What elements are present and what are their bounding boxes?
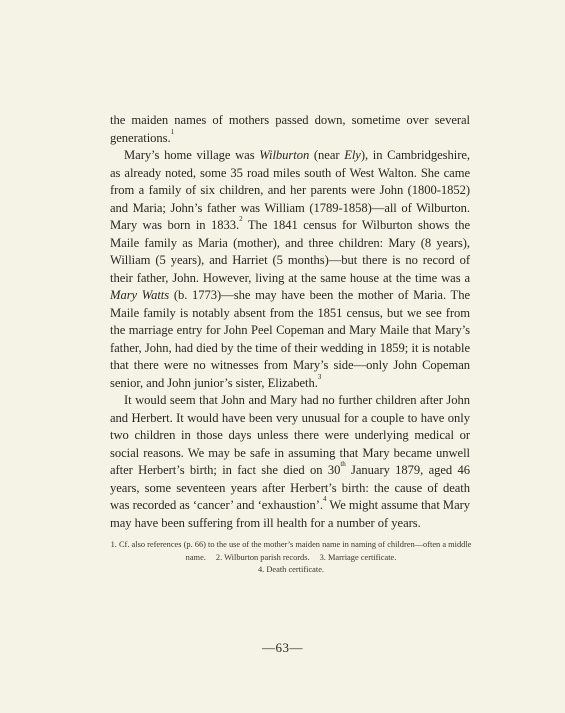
footnote-ref-2: 2 [239, 215, 243, 223]
footnote-1: 1. Cf. also references (p. 66) to the use of the mother’s maiden name in naming of children—often a middle name. [110, 540, 472, 562]
paragraph-3-text-c: We might assume that Mary may have been suffering from ill health for a number of years. [110, 498, 470, 530]
paragraph-3-text-b: January 1879, aged 46 years, some seventeen years after Herbert’s birth: the cause of death was recorded as ‘cancer’ and ‘exhaustion’. [110, 463, 470, 512]
footnote-line-1 [110, 539, 472, 564]
paragraph-2-text-h: (b. 1773)—she may have been the mother of Maria. The Maile family is notably absent from the 1851 census, but we see from the marriage entry for John Peel Copeman and Mary Maile that Mary’s father, John, had died by the time of their wedding in 1859; it is notable that there were no witnesses from Mary’s side—only John Copeman senior, and John junior’s sister, Elizabeth. [110, 288, 470, 390]
place-ely: Ely [344, 148, 361, 162]
paragraph-3 [110, 392, 470, 532]
body-text [110, 112, 470, 532]
paragraph-2 [110, 147, 470, 392]
footnote-ref-4: 4 [323, 495, 327, 503]
footnote-ref-3: 3 [317, 372, 322, 381]
paragraph-1 [110, 112, 470, 147]
page-number: —63— [262, 640, 303, 655]
paragraph-2-text-e: ), in Cambridgeshire, as already noted, some 35 road miles south of West Walton. She came from a family of six children, and her parents were John (1800-1852) and Maria; John’s father was William (1789-1858)—all of Wilburton. Mary was born in 1833. [110, 148, 470, 232]
footnote-4: 4. Death certificate. [257, 565, 325, 574]
ordinal-th: th [340, 460, 346, 468]
paragraph-2-text-f: The 1841 census for Wilburton shows the Maile family as Maria (mother), and three children: Mary (8 years), William (5 years), and Harriet (5 months)—but there is no record of their father, John. However, living at the same house at the time was a [110, 218, 470, 285]
footnote-line-2 [110, 564, 472, 577]
name-mary-watts: Mary Watts [110, 288, 170, 302]
paragraph-2-text-a: Mary’s home village was [124, 148, 260, 162]
footnotes [110, 539, 472, 577]
place-wilburton: Wilburton [259, 148, 310, 162]
footnote-3: 3. Marriage certificate. [319, 552, 397, 562]
paragraph-3-text-a: It would seem that John and Mary had no further children after John and Herbert. It would have been very unusual for a couple to have only two children in those days unless there were underlying medical or social reasons. We may be safe in assuming that Mary became unwell after Herbert’s birth; in fact she died on 30 [110, 393, 470, 477]
footnote-2: 2. Wilburton parish records. [215, 552, 310, 562]
paragraph-1-text: the maiden names of mothers passed down, sometime over several generations. [110, 113, 470, 145]
footnote-ref-1: 1 [170, 127, 175, 136]
paragraph-2-text-c: (near [309, 148, 345, 162]
